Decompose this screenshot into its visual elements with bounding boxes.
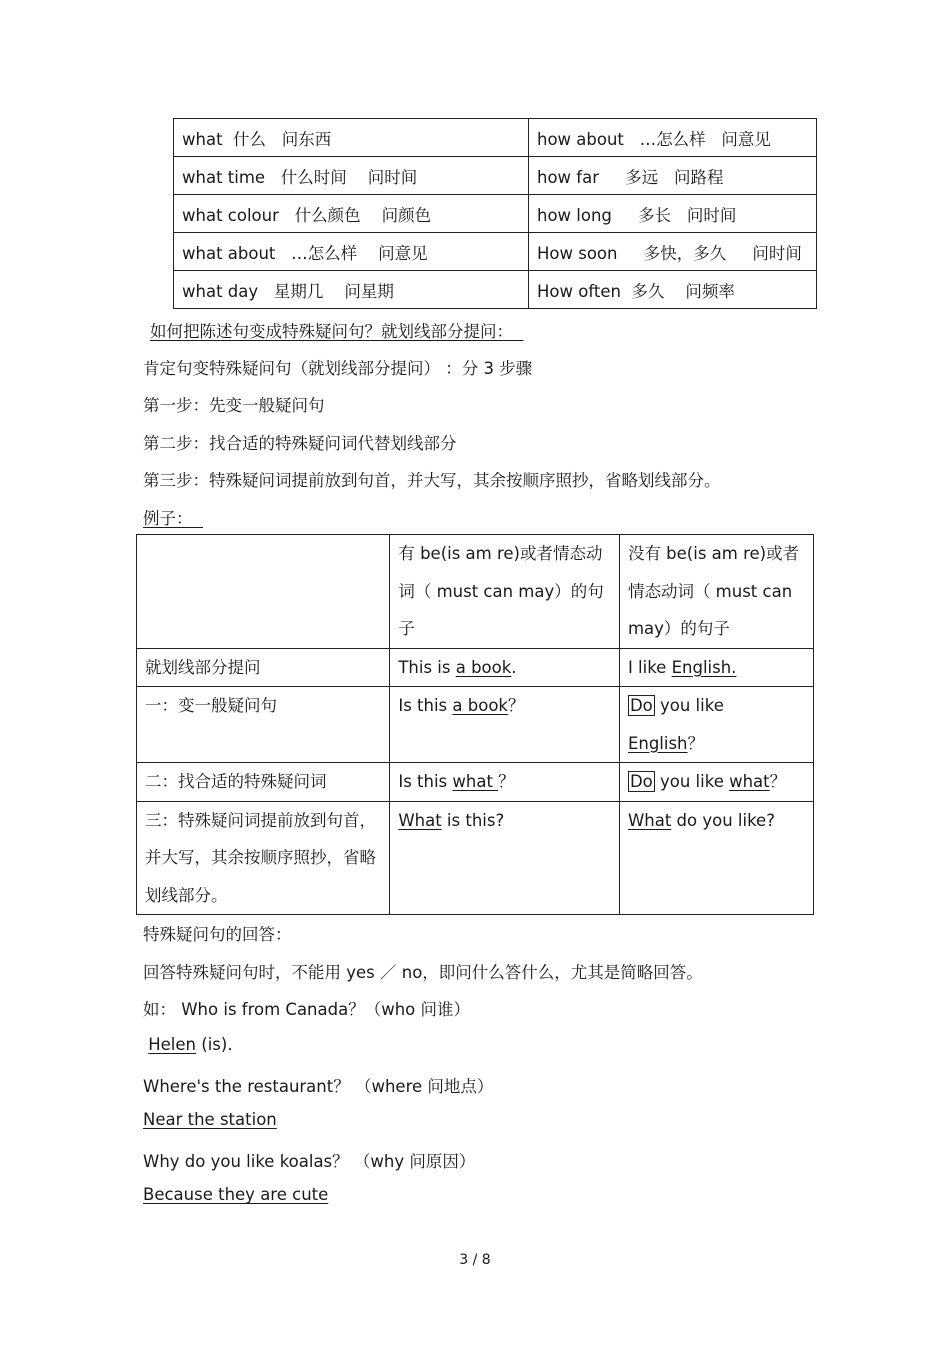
do-box: Do [629,696,653,715]
example-1-question: 如： Who is from Canada？（who 问谁） [143,1000,471,1019]
example-cell: This is a book. [390,648,620,687]
example-cell: What do you like? [619,801,813,915]
row-label: 二：找合适的特殊疑问词 [137,763,390,802]
answers-rule: 回答特殊疑问句时，不能用 yes ／ no，即问什么答什么，尤其是简略回答。 [143,963,703,982]
table-row [174,233,817,271]
section-heading: 如何把陈述句变成特殊疑问句？就划线部分提问： [150,322,513,341]
what-word-cell: what about …怎么样 问意见 [174,233,529,271]
example-3-answer: Because they are cute [143,1185,329,1204]
row-label: 一：变一般疑问句 [137,687,390,763]
table-row [174,271,817,309]
page-number: 3 / 8 [459,1252,491,1268]
question-word-table [173,118,817,309]
how-word-cell: how far 多远 问路程 [529,157,817,195]
table-row [174,119,817,157]
table-row [174,157,817,195]
how-word-cell: how about …怎么样 问意见 [529,119,817,157]
example-2-answer: Near the station [143,1110,277,1129]
example-label: 例子： [143,509,193,528]
what-word-cell: what colour 什么颜色 问颜色 [174,195,529,233]
table-row [174,195,817,233]
what-word-cell: what 什么 问东西 [174,119,529,157]
empty-header-cell [137,535,390,649]
header-with-be: 有 be(is am re)或者情态动词（ must can may）的句子 [390,535,620,649]
step-3: 第三步：特殊疑问词提前放到句首，并大写，其余按顺序照抄，省略划线部分。 [143,471,721,490]
how-word-cell: how long 多长 问时间 [529,195,817,233]
table-row [137,801,814,915]
example-cell: Is this what ？ [390,763,620,802]
conversion-steps-table [136,534,814,915]
example-cell: Do you like what？ [619,763,813,802]
header-without-be: 没有 be(is am re)或者情态动词（ must can may）的句子 [619,535,813,649]
table-row [137,648,814,687]
what-word-cell: what day 星期几 问星期 [174,271,529,309]
steps-title: 肯定句变特殊疑问句（就划线部分提问） ：分 3 步骤 [143,359,533,378]
example-cell: What is this? [390,801,620,915]
how-word-cell: How soon 多快，多久 问时间 [529,233,817,271]
example-cell: Is this a book？ [390,687,620,763]
row-label: 三：特殊疑问词提前放到句首，并大写，其余按顺序照抄，省略划线部分。 [137,801,390,915]
how-word-cell: How often 多久 问频率 [529,271,817,309]
table-row [137,687,814,763]
what-word-cell: what time 什么时间 问时间 [174,157,529,195]
example-cell: I like English. [619,648,813,687]
table-row [137,535,814,649]
answers-title: 特殊疑问句的回答： [143,925,292,944]
example-cell: Do you like English？ [619,687,813,763]
table-row [137,763,814,802]
example-3-question: Why do you like koalas？ （why 问原因） [143,1152,476,1171]
row-label: 就划线部分提问 [137,648,390,687]
example-1-answer: Helen (is). [148,1035,233,1054]
step-2: 第二步：找合适的特殊疑问词代替划线部分 [143,434,457,453]
do-box: Do [629,772,653,791]
step-1: 第一步：先变一般疑问句 [143,396,325,415]
example-2-question: Where's the restaurant？ （where 问地点） [143,1077,494,1096]
